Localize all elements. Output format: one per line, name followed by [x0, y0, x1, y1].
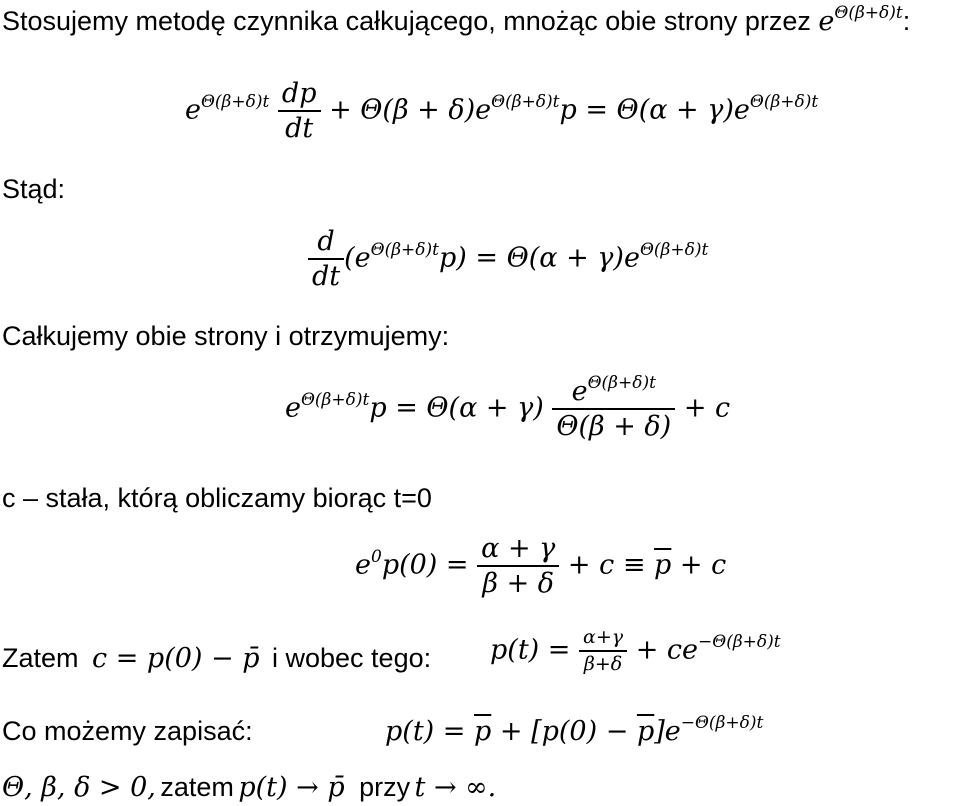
- intro-factor: $e^{\Theta(\beta+\delta)t}$: [818, 3, 903, 37]
- przy-text: przy: [359, 772, 411, 802]
- zatem-equation: c = p(0) − p̄: [92, 643, 260, 674]
- i-wobec-tego: i wobec tego:: [272, 643, 432, 673]
- zatem-label: Zatem: [2, 643, 79, 673]
- d-dt-fraction: $\frac{d}{dt}$: [308, 228, 344, 290]
- constant-text: c – stała, którą obliczamy biorąc t=0: [2, 483, 432, 513]
- exp-over-theta-fraction: $\frac{e^{\Theta(\beta+\delta)t}}{\Theta(\beta + \delta)}$: [552, 378, 675, 440]
- equation-1: $e^{\Theta(\beta+\delta)t}$ $\frac{dp}{dt}$ + $\Theta(\beta + \delta)e^{\Theta(\beta+\delta)t}p = \Theta(\alpha + \gamma)e^{\Theta(\beta+\delta)t}$: [185, 78, 819, 144]
- alpha-gamma-fraction: $\frac{\alpha + \gamma}{\beta + \delta}$: [477, 535, 559, 597]
- derivative-fraction: $\frac{dp}{dt}$: [278, 80, 321, 142]
- intro-colon: :: [902, 6, 911, 36]
- equation-5: p(t) = $\frac{\alpha+\gamma}{\beta+\delta}$ + $ce^{-\Theta(\beta+\delta)t}$: [490, 626, 781, 675]
- final-limit: p(t) → p̄: [238, 772, 345, 803]
- final-conditions: Θ, β, δ > 0,: [2, 772, 156, 803]
- intro-sentence: Stosujemy metodę czynnika całkującego, mnożąc obie strony przez: [2, 6, 811, 36]
- final-zatem: zatem: [160, 772, 234, 802]
- equation-4: $e^0p(0)$ = $\frac{\alpha + \gamma}{\beta + \delta}$ + $c \equiv \overline{p} + c$: [355, 533, 727, 599]
- stad-label: Stąd:: [2, 174, 66, 204]
- integrate-text: Całkujemy obie strony i otrzymujemy:: [2, 321, 450, 351]
- intro-text: [2, 3, 911, 37]
- co-mozemy-label: Co możemy zapisać:: [2, 716, 253, 746]
- equation-2: $\frac{d}{dt}$ $(e^{\Theta(\beta+\delta)t}p) = \Theta(\alpha + \gamma)e^{\Theta(\beta+\delta)t}$: [308, 228, 708, 290]
- small-fraction: $\frac{\alpha+\gamma}{\beta+\delta}$: [579, 628, 627, 674]
- equation-3: $e^{\Theta(\beta+\delta)t}p = \Theta(\alpha + \gamma)$ $\frac{e^{\Theta(\beta+\delta)t}}{\Theta(\beta + \delta)}$ + c: [285, 373, 731, 442]
- t-to-infinity: t → ∞.: [414, 772, 497, 803]
- equation-6: $p(t) = \overline{p} + [p(0) - \overline{p}]e^{-\Theta(\beta+\delta)t}$: [385, 713, 764, 747]
- final-line: [2, 774, 496, 801]
